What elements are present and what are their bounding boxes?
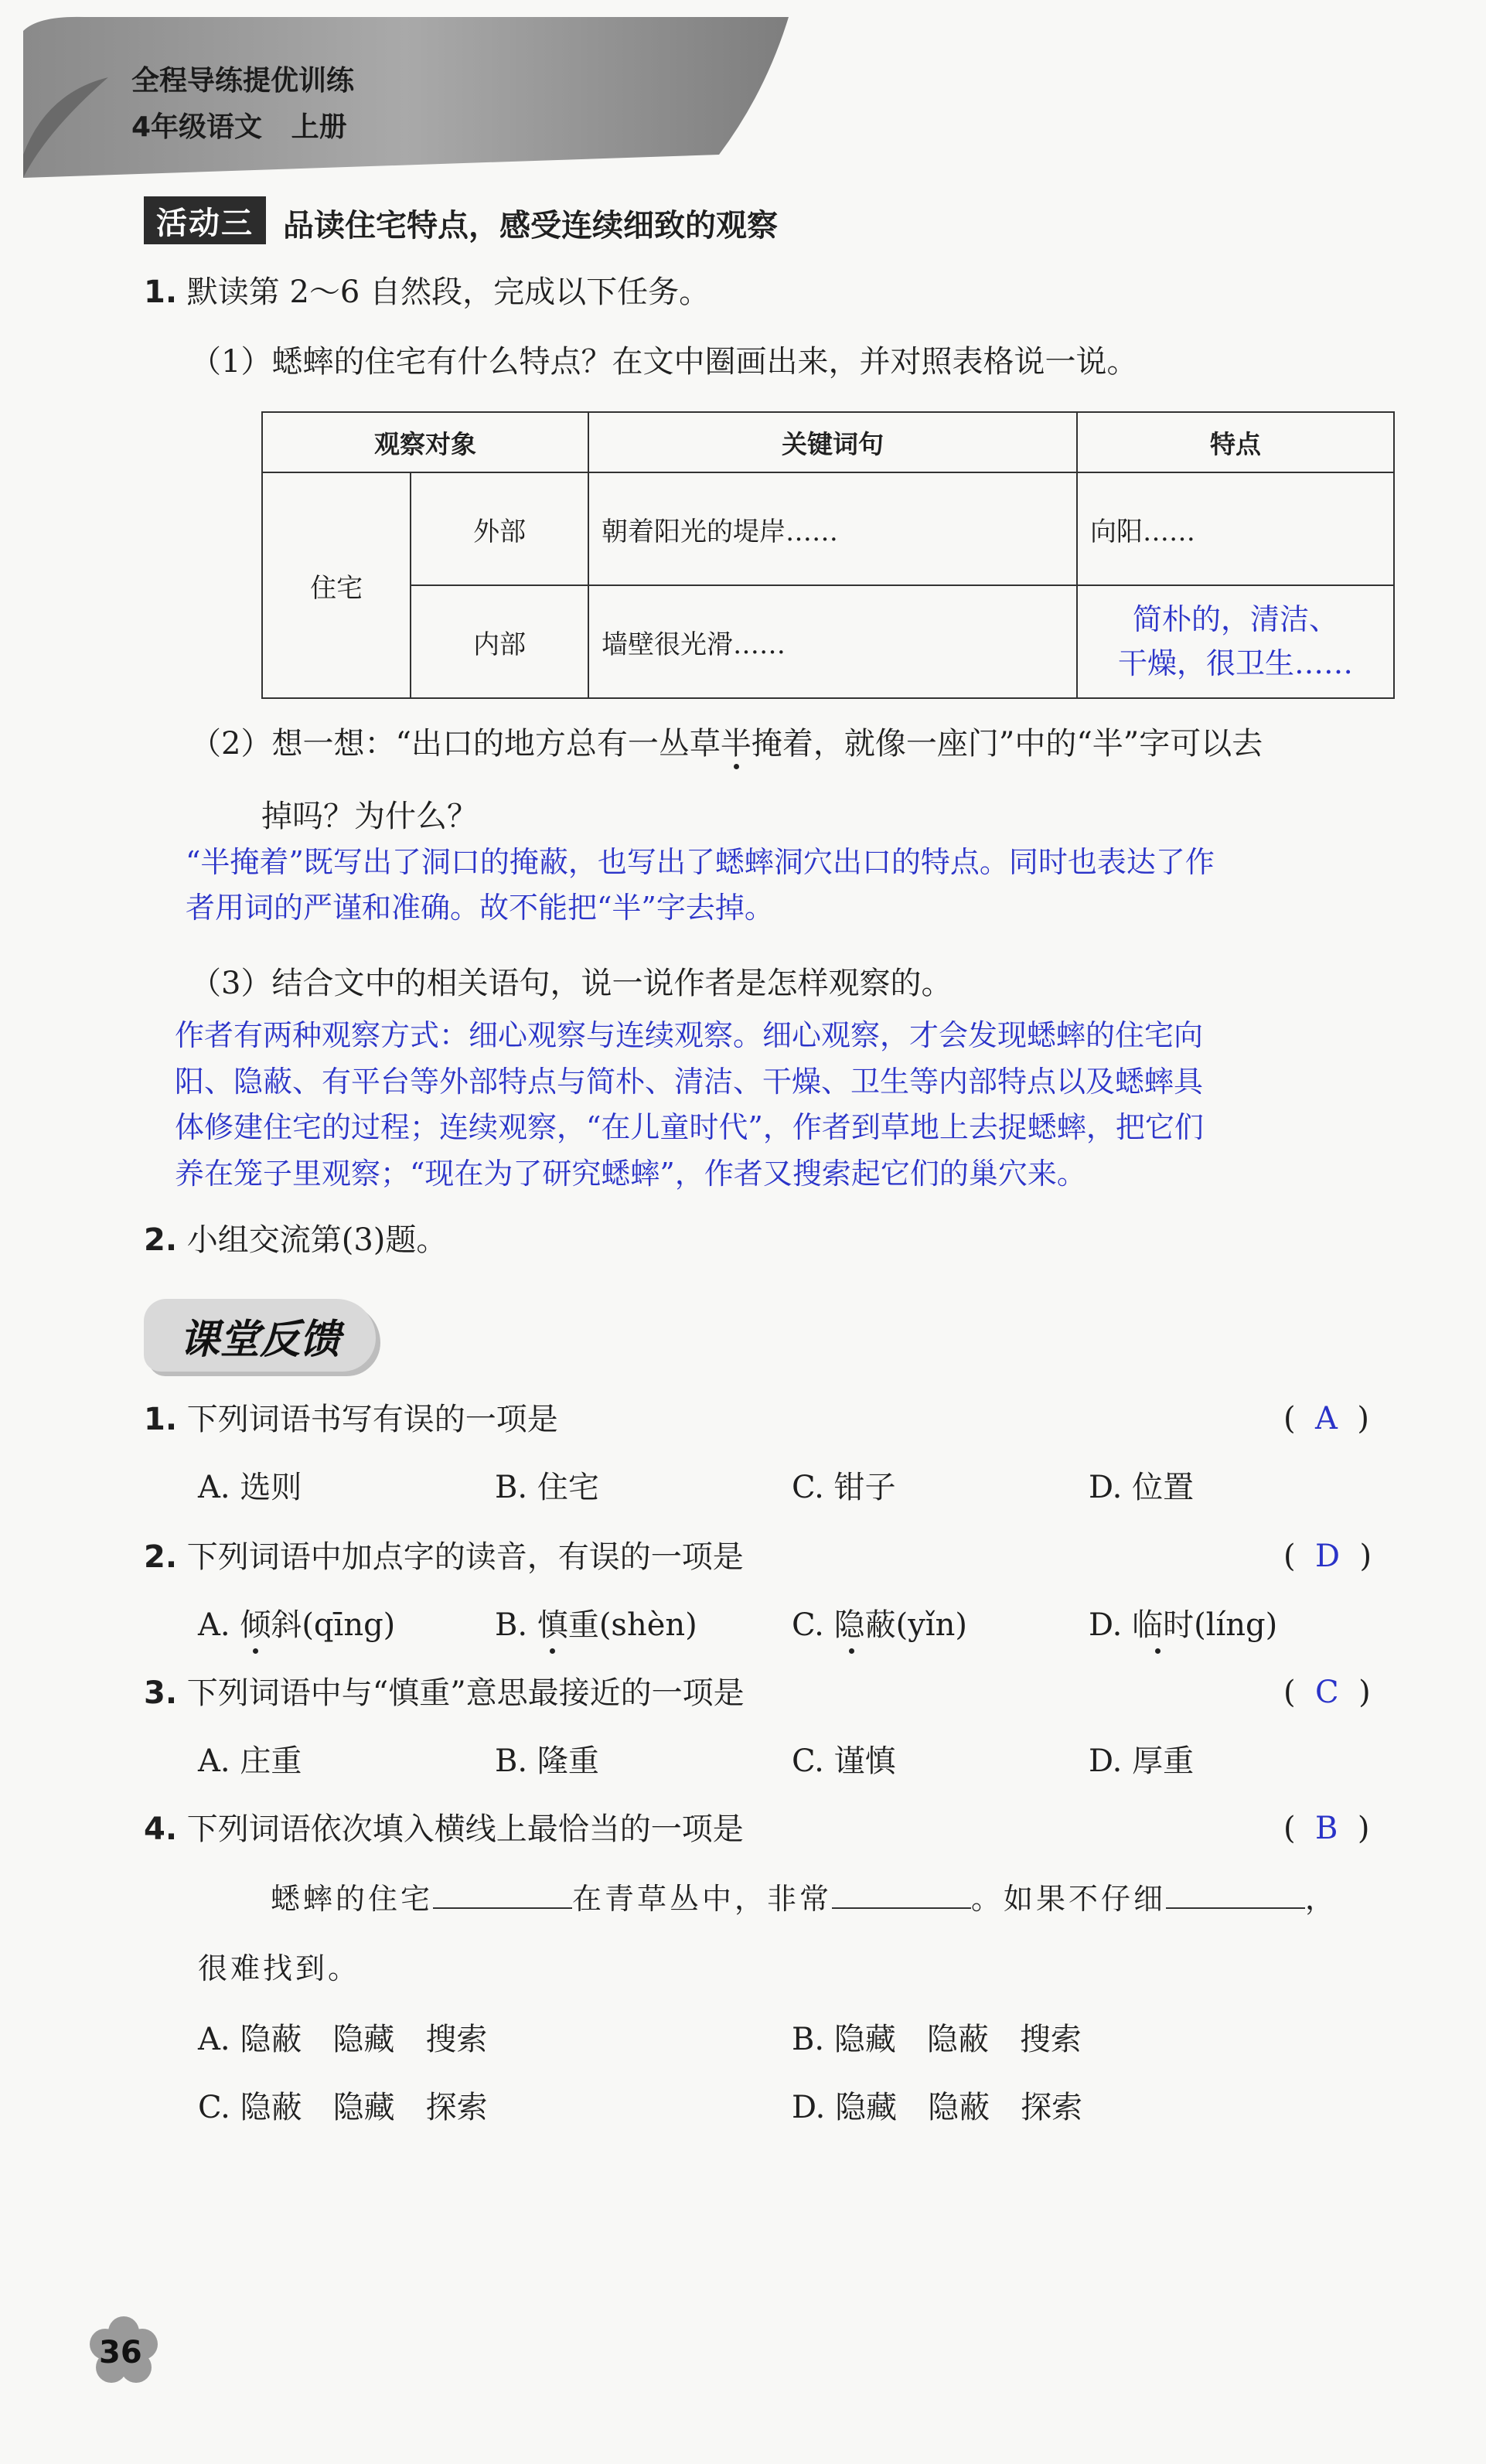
- feedback-heading: 课堂反馈: [144, 1299, 376, 1372]
- fb-option: C. 钳子: [792, 1470, 896, 1505]
- grade: 4年级语文: [131, 111, 263, 143]
- table-feature-cell: 向阳……: [1077, 472, 1394, 585]
- table-sub-cell: 外部: [411, 472, 588, 585]
- fb-q-text: 下列词语中加点字的读音，有误的一项是: [186, 1539, 744, 1575]
- fb-option: D. 位置: [1089, 1470, 1195, 1505]
- table-header-cell: 特点: [1077, 412, 1394, 472]
- emphasis-dot: [550, 1648, 555, 1654]
- table-row: [262, 472, 1394, 585]
- fill-blank: [832, 1884, 971, 1909]
- table-feature-answer-cell: [1077, 585, 1394, 698]
- q1-text: 默读第 2～6 自然段，完成以下任务。: [186, 274, 711, 310]
- feature-answer-line: 简朴的，清洁、: [1132, 602, 1338, 636]
- activity-title: 品读住宅特点，感受连续细致的观察: [283, 208, 778, 244]
- q2-text: 小组交流第(3)题。: [186, 1222, 448, 1258]
- fb-answer: D: [1315, 1539, 1341, 1574]
- fb-q3: [144, 1675, 745, 1712]
- fb-option: B. 慎重(shèn): [495, 1607, 697, 1643]
- q1-sub2-line1: [190, 725, 1263, 762]
- fb-q2-answer-paren: ( D ): [1283, 1539, 1372, 1574]
- fill-blank: [1166, 1884, 1305, 1909]
- table-row: [262, 585, 1394, 698]
- fb-option: A. 隐蔽 隐藏 搜索: [198, 2022, 488, 2057]
- sentence-part: ，: [1305, 1882, 1338, 1916]
- fb-q4-answer-paren: ( B ): [1283, 1811, 1370, 1846]
- fb-option: D. 临时(líng): [1089, 1607, 1278, 1643]
- fb-option: A. 选则: [198, 1470, 302, 1505]
- sub2-dotted-char: 半: [720, 726, 752, 762]
- fb-q1-answer-paren: ( A ): [1283, 1401, 1369, 1436]
- fb-answer: C: [1315, 1675, 1339, 1710]
- q2-number: 2.: [144, 1222, 178, 1258]
- fb-q4: [144, 1811, 744, 1848]
- fb-q-text: 下列词语依次填入横线上最恰当的一项是: [186, 1811, 744, 1847]
- table-sub-cell: 内部: [411, 585, 588, 698]
- observation-table: [261, 411, 1395, 699]
- fb-q-number: 3.: [144, 1675, 178, 1711]
- volume: 上册: [291, 111, 347, 143]
- table-key-cell: 朝着阳光的堤岸……: [588, 472, 1077, 585]
- table-header-cell: 关键词句: [588, 412, 1077, 472]
- table-header-cell: 观察对象: [262, 412, 588, 472]
- fb-option: C. 谨慎: [792, 1743, 896, 1779]
- fb-answer: B: [1315, 1811, 1338, 1846]
- sentence-part: 在青草丛中，非常: [572, 1882, 833, 1916]
- fb-option: B. 隆重: [495, 1743, 599, 1779]
- emphasis-dot: [1155, 1648, 1161, 1654]
- answer-line: “半掩着”既写出了洞口的掩蔽，也写出了蟋蟀洞穴出口的特点。同时也表达了作: [186, 845, 1215, 879]
- feature-answer-line: 干燥，很卫生……: [1117, 646, 1353, 680]
- fb-option: B. 住宅: [495, 1470, 599, 1505]
- fb-q4-sentence-line2: 很难找到。: [198, 1951, 361, 1985]
- fb-option: D. 隐藏 隐蔽 探索: [792, 2090, 1083, 2125]
- q1-sub2-line2: 掉吗？为什么？: [261, 799, 478, 834]
- fill-blank: [433, 1884, 572, 1909]
- fb-q-text: 下列词语中与“慎重”意思最接近的一项是: [186, 1675, 745, 1711]
- fb-q4-sentence: [271, 1882, 1338, 1917]
- grade-volume: [131, 105, 347, 145]
- fb-q2: [144, 1539, 744, 1576]
- fb-q-number: 4.: [144, 1811, 178, 1847]
- emphasis-dot: [253, 1648, 258, 1654]
- fb-option: D. 厚重: [1089, 1743, 1195, 1779]
- q1-number: 1.: [144, 274, 178, 310]
- fb-option: A. 倾斜(qīng): [198, 1607, 396, 1643]
- table-key-cell: 墙壁很光滑……: [588, 585, 1077, 698]
- fb-q3-answer-paren: ( C ): [1283, 1675, 1371, 1710]
- emphasis-dot: [849, 1648, 854, 1654]
- fb-option: B. 隐藏 隐蔽 搜索: [792, 2022, 1082, 2057]
- q1-sub1: （1）蟋蟀的住宅有什么特点？在文中圈画出来，并对照表格说一说。: [190, 344, 1138, 380]
- q1-line: [144, 274, 710, 311]
- fb-answer: A: [1315, 1401, 1338, 1436]
- q1-sub3: （3）结合文中的相关语句，说一说作者是怎样观察的。: [190, 966, 953, 1001]
- sentence-part: 。如果不仔细: [971, 1882, 1167, 1916]
- sub3-answer: [175, 1013, 1204, 1198]
- page-number: 36: [99, 2335, 142, 2370]
- fb-q-number: 1.: [144, 1402, 178, 1437]
- sub2-text-post: 掩着，就像一座门”中的“半”字可以去: [751, 726, 1263, 762]
- q2-line: [144, 1222, 447, 1259]
- fb-q1: [144, 1401, 558, 1438]
- answer-line: 者用词的严谨和准确。故不能把“半”字去掉。: [186, 890, 774, 925]
- fb-q-text: 下列词语书写有误的一项是: [186, 1402, 558, 1437]
- answer-line: 养在笼子里观察；“现在为了研究蟋蟀”，作者又搜索起它们的巢穴来。: [175, 1156, 1086, 1191]
- answer-line: 体修建住宅的过程；连续观察，“在儿童时代”，作者到草地上去捉蟋蟀，把它们: [175, 1110, 1204, 1145]
- answer-line: 作者有两种观察方式：细心观察与连续观察。细心观察，才会发现蟋蟀的住宅向: [175, 1018, 1204, 1052]
- sentence-part: 蟋蟀的住宅: [271, 1882, 434, 1916]
- answer-line: 阳、隐蔽、有平台等外部特点与简朴、清洁、干燥、卫生等内部特点以及蟋蟀具: [175, 1064, 1204, 1099]
- sub2-text-pre: （2）想一想：“出口的地方总有一丛草: [190, 726, 721, 762]
- table-main-cell: 住宅: [262, 472, 411, 698]
- fb-option: A. 庄重: [198, 1743, 302, 1779]
- fb-q-number: 2.: [144, 1539, 178, 1575]
- fb-option: C. 隐蔽(yǐn): [792, 1607, 967, 1643]
- series-title: 全程导练提优训练: [131, 65, 355, 97]
- sub2-answer: [186, 840, 1215, 931]
- fb-option: C. 隐蔽 隐藏 探索: [198, 2090, 488, 2125]
- table-header-row: [262, 412, 1394, 472]
- activity-badge: 活动三: [144, 196, 266, 244]
